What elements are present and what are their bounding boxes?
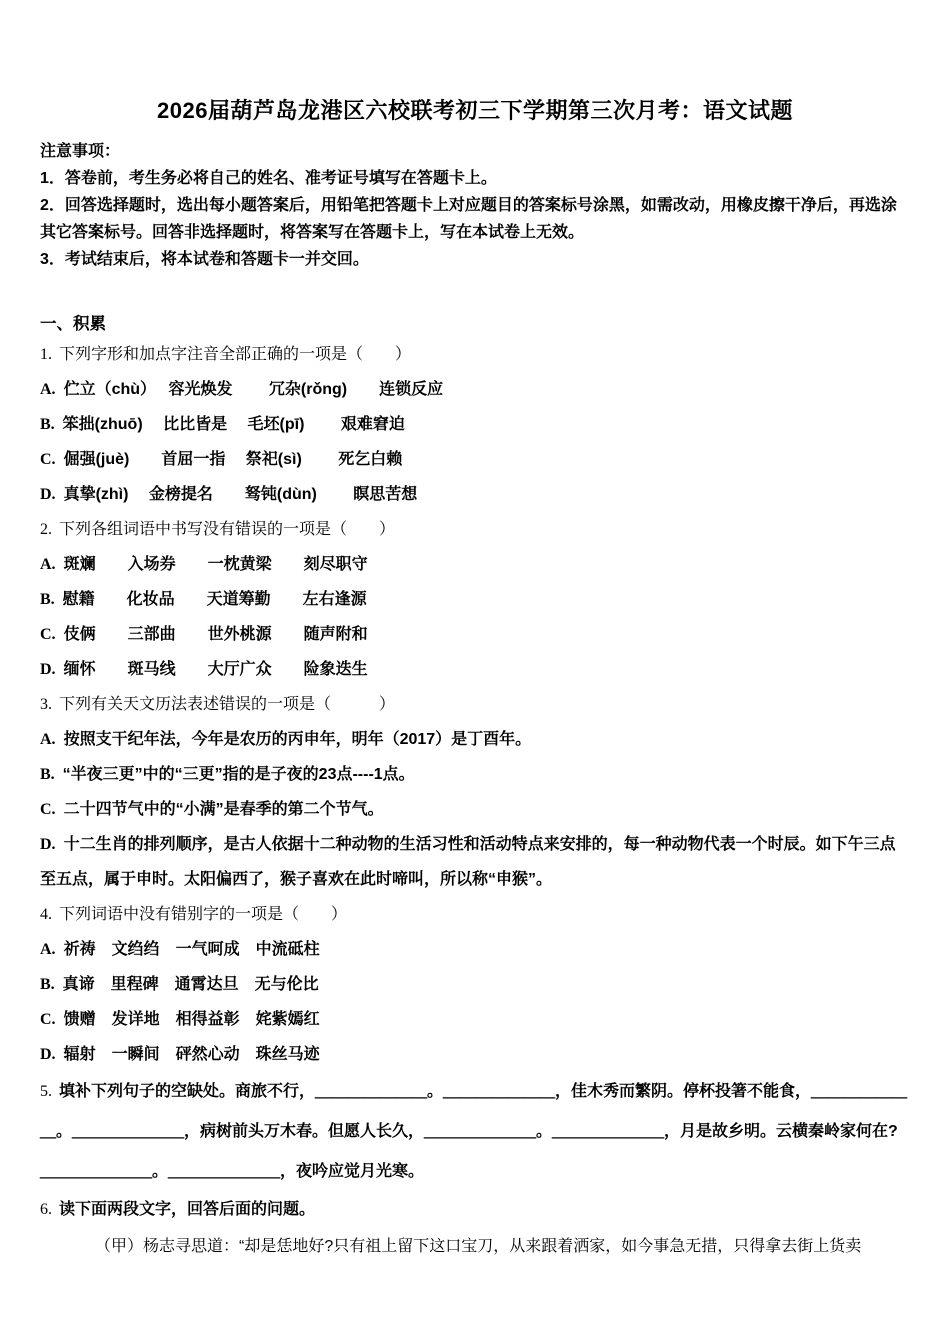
option-text: 真挚(zhì) 金榜提名 驽钝(dùn) 瞑思苦想 bbox=[63, 486, 418, 503]
option-label-a: A. bbox=[40, 556, 56, 573]
option-text: 笨拙(zhuō) 比比皆是 毛坯(pī) 艰难窘迫 bbox=[62, 416, 405, 433]
question-2-option-a bbox=[40, 547, 910, 582]
question-3-stem-text: 下列有关天文历法表述错误的一项是（ ） bbox=[59, 696, 396, 713]
question-3-option-a bbox=[40, 722, 910, 757]
question-1-option-d bbox=[40, 477, 910, 512]
option-label-a: A. bbox=[40, 731, 56, 748]
option-label-b: B. bbox=[40, 591, 55, 608]
question-1-stem-text: 下列字形和加点字注音全部正确的一项是（ ） bbox=[59, 346, 412, 363]
notice-item-3: 3．考试结束后，将本试卷和答题卡一并交回。 bbox=[40, 251, 369, 268]
question-4-option-d bbox=[40, 1037, 910, 1072]
question-4 bbox=[40, 897, 910, 1072]
question-2 bbox=[40, 512, 910, 687]
question-2-number: 2. bbox=[40, 521, 52, 538]
section-heading-accumulation: 一、积累 bbox=[40, 315, 106, 333]
option-label-a: A. bbox=[40, 941, 56, 958]
question-3-option-c bbox=[40, 792, 910, 827]
notice-label: 注意事项： bbox=[40, 143, 121, 160]
question-1 bbox=[40, 337, 910, 512]
question-3-option-d bbox=[40, 827, 910, 897]
option-label-c: C. bbox=[40, 451, 56, 468]
notice-section bbox=[40, 138, 910, 273]
option-text: 真谛 里程碑 通霄达旦 无与伦比 bbox=[62, 976, 319, 993]
question-4-option-a bbox=[40, 932, 910, 967]
question-4-number: 4. bbox=[40, 906, 52, 923]
option-text: 倔强(juè) 首屈一指 祭祀(sì) 死乞白赖 bbox=[63, 451, 403, 468]
option-label-b: B. bbox=[40, 766, 55, 783]
question-4-option-c bbox=[40, 1002, 910, 1037]
question-6-passage: （甲）杨志寻思道：“却是恁地好?只有祖上留下这口宝刀，从来跟着洒家，如今事急无措，只得拿去街上货卖 bbox=[95, 1238, 862, 1255]
question-2-stem-text: 下列各组词语中书写没有错误的一项是（ ） bbox=[59, 521, 396, 538]
notice-item-2: 2．回答选择题时，选出每小题答案后，用铅笔把答题卡上对应题目的答案标号涂黑，如需改动，用橡皮擦干净后，再选涂其它答案标号。回答非选择题时，将答案写在答题卡上，写在本试卷上无效。 bbox=[40, 197, 897, 241]
question-6 bbox=[40, 1192, 910, 1264]
option-text: 二十四节气中的“小满”是春季的第二个节气。 bbox=[63, 801, 384, 818]
option-text: 十二生肖的排列顺序，是古人依据十二种动物的生活习性和活动特点来安排的，每一种动物代表一个时辰。如下午三点至五点，属于申时。太阳偏西了，猴子喜欢在此时啼叫，所以称“申猴”。 bbox=[40, 836, 896, 888]
notice-item-1: 1．答卷前，考生务必将自己的姓名、准考证号填写在答题卡上。 bbox=[40, 170, 497, 187]
question-1-option-c bbox=[40, 442, 910, 477]
option-text: 伎俩 三部曲 世外桃源 随声附和 bbox=[63, 626, 368, 643]
question-5 bbox=[40, 1072, 910, 1192]
option-label-b: B. bbox=[40, 976, 55, 993]
question-3 bbox=[40, 687, 910, 897]
option-label-d: D. bbox=[40, 661, 56, 678]
option-text: 伫立（chù） 容光焕发 冗杂(rǒng) 连锁反应 bbox=[63, 381, 444, 398]
option-text: 按照支干纪年法，今年是农历的丙申年，明年（2017）是丁酉年。 bbox=[63, 731, 532, 748]
question-3-stem bbox=[40, 687, 910, 722]
option-label-b: B. bbox=[40, 416, 55, 433]
option-label-c: C. bbox=[40, 801, 56, 818]
question-2-option-b bbox=[40, 582, 910, 617]
page-title: 2026届葫芦岛龙港区六校联考初三下学期第三次月考：语文试题 bbox=[157, 98, 793, 123]
option-label-c: C. bbox=[40, 626, 56, 643]
option-label-d: D. bbox=[40, 836, 56, 853]
question-1-stem bbox=[40, 337, 910, 372]
question-6-stem bbox=[40, 1192, 910, 1227]
option-label-c: C. bbox=[40, 1011, 56, 1028]
option-text: 慰籍 化妆品 天道筹勤 左右逢源 bbox=[62, 591, 367, 608]
question-6-number: 6. bbox=[40, 1201, 52, 1218]
question-1-option-a bbox=[40, 372, 910, 407]
question-4-stem bbox=[40, 897, 910, 932]
option-text: 斑斓 入场券 一枕黄梁 刻尽职守 bbox=[63, 556, 368, 573]
question-5-number: 5. bbox=[40, 1083, 52, 1100]
option-text: “半夜三更”中的“三更”指的是子夜的23点----1点。 bbox=[62, 766, 415, 783]
question-4-stem-text: 下列词语中没有错别字的一项是（ ） bbox=[59, 906, 348, 923]
question-2-option-d bbox=[40, 652, 910, 687]
option-text: 辐射 一瞬间 砰然心动 珠丝马迹 bbox=[63, 1046, 320, 1063]
question-5-stem-text: 填补下列句子的空缺处。商旅不行，＿＿＿＿＿＿＿。＿＿＿＿＿＿＿，佳木秀而繁阴。停杯投箸不能食，＿＿＿＿＿＿＿。＿＿＿＿＿＿＿，病树前头万木春。但愿人长久，＿＿＿＿＿＿＿。＿＿＿＿＿＿＿，月是故乡明。云横秦岭家何在?＿＿＿＿＿＿＿。＿＿＿＿＿＿＿，夜吟应觉月光寒。 bbox=[40, 1083, 908, 1180]
question-1-number: 1. bbox=[40, 346, 52, 363]
option-label-d: D. bbox=[40, 486, 56, 503]
question-3-option-b bbox=[40, 757, 910, 792]
question-2-stem bbox=[40, 512, 910, 547]
question-6-stem-text: 读下面两段文字，回答后面的问题。 bbox=[59, 1201, 316, 1218]
option-text: 缅怀 斑马线 大厅广众 险象迭生 bbox=[63, 661, 368, 678]
option-label-d: D. bbox=[40, 1046, 56, 1063]
question-4-option-b bbox=[40, 967, 910, 1002]
question-3-number: 3. bbox=[40, 696, 52, 713]
option-label-a: A. bbox=[40, 381, 56, 398]
question-2-option-c bbox=[40, 617, 910, 652]
option-text: 祈祷 文绉绉 一气呵成 中流砥柱 bbox=[63, 941, 320, 958]
question-5-stem bbox=[40, 1072, 910, 1192]
question-1-option-b bbox=[40, 407, 910, 442]
option-text: 馈赠 发详地 相得益彰 姹紫嫣红 bbox=[63, 1011, 320, 1028]
